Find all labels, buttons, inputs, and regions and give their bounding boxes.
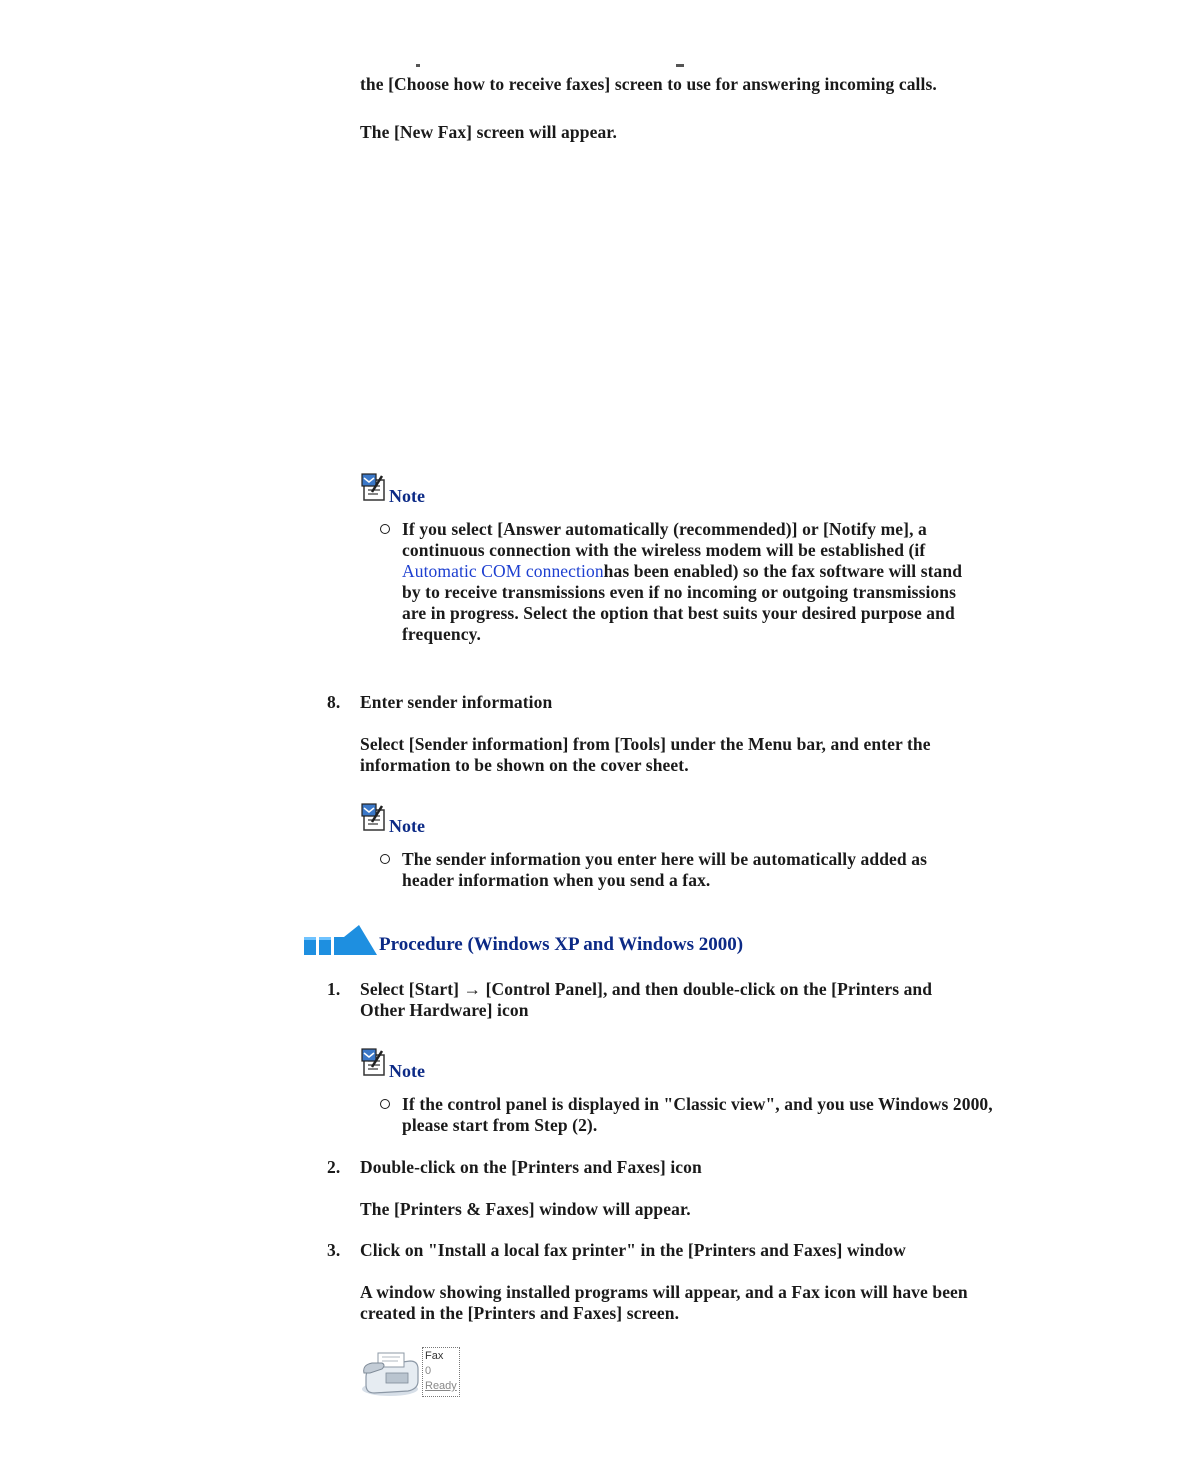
top-fragment-text: the [Choose how to receive faxes] screen to use for answering incoming calls. [360, 74, 937, 94]
note-header [360, 472, 425, 507]
fax-name-label: Fax [425, 1350, 444, 1362]
bullet-icon [380, 854, 390, 864]
step2-title: Double-click on the [Printers and Faxes] icon [360, 1157, 702, 1177]
note1-text [402, 519, 982, 645]
step3-body: A window showing installed programs will appear, and a Fax icon will have been created in the [Printers and Faxes] screen. [360, 1282, 968, 1323]
note3-text: If the control panel is displayed in "Classic view", and you use Windows 2000, please start from Step (2). [402, 1094, 993, 1135]
note-label: Note [389, 486, 425, 506]
automatic-com-connection-link[interactable]: Automatic COM connection [402, 561, 604, 581]
note-icon [360, 1047, 388, 1082]
procedure-arrow-icon [303, 925, 379, 962]
step2-number: 2. [327, 1157, 341, 1177]
note-label: Note [389, 1061, 425, 1081]
cutoff-marks [416, 64, 420, 67]
note-header [360, 1047, 425, 1082]
fax-printer-icon[interactable] [360, 1345, 470, 1401]
step3-number: 3. [327, 1240, 341, 1260]
note-icon [360, 802, 388, 837]
step8-number: 8. [327, 692, 341, 712]
fax-label-box [422, 1347, 460, 1397]
note2-text: The sender information you enter here will be automatically added as header information when you send a fax. [402, 849, 927, 890]
note-icon [360, 472, 388, 507]
step3-title: Click on "Install a local fax printer" in the [Printers and Faxes] window [360, 1240, 906, 1260]
cutoff-marks [676, 64, 684, 67]
procedure-heading: Procedure (Windows XP and Windows 2000) [379, 934, 744, 955]
note-label: Note [389, 816, 425, 836]
step1-title: Select [Start] → [Control Panel], and then double-click on the [Printers and Other Hardware] icon [360, 979, 933, 1020]
fax-machine-icon [360, 1347, 422, 1399]
step8-title: Enter sender information [360, 692, 553, 712]
note1-text-b: has been enabled) so the fax software will stand by to receive transmissions even if no incoming or outgoing transmissions are in progress. Select the option that best suits your desired purpose and frequency. [402, 561, 963, 644]
fax-count-label: 0 [425, 1365, 432, 1377]
step8-body: Select [Sender information] from [Tools] under the Menu bar, and enter the information to be shown on the cover sheet. [360, 734, 931, 775]
note-header [360, 802, 425, 837]
note1-text-a: If you select [Answer automatically (recommended)] or [Notify me], a continuous connection with the wireless modem will be established (if [402, 519, 927, 560]
step2-body: The [Printers & Faxes] window will appear. [360, 1199, 691, 1219]
bullet-icon [380, 524, 390, 534]
step1-number: 1. [327, 979, 341, 999]
bullet-icon [380, 1099, 390, 1109]
fax-status-label: Ready [425, 1380, 457, 1392]
new-fax-text: The [New Fax] screen will appear. [360, 122, 618, 142]
